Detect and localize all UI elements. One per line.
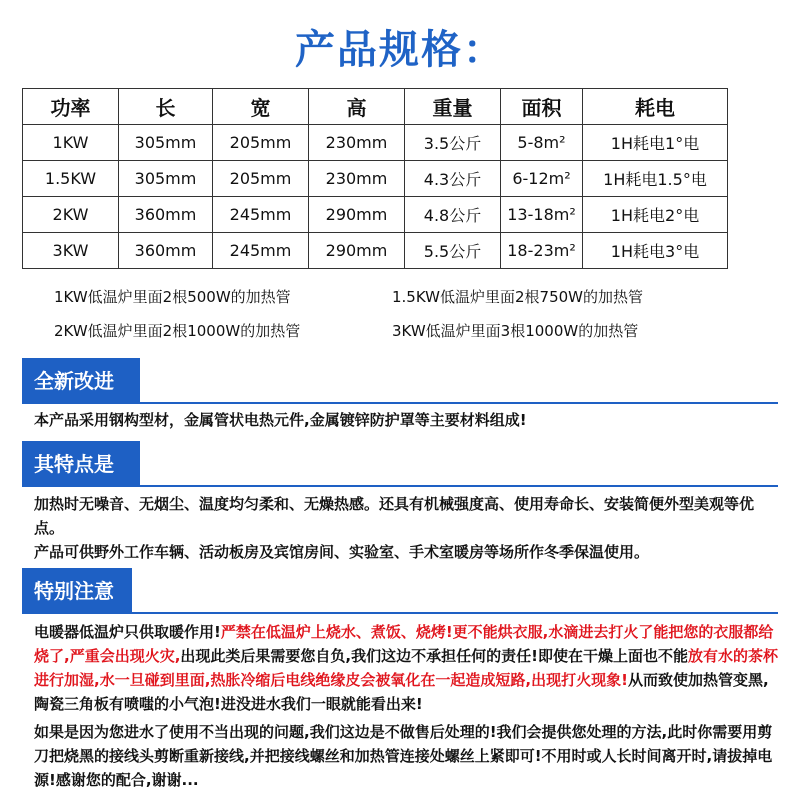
- note-2kw: 2KW低温炉里面2根1000W的加热管: [54, 322, 301, 340]
- section-divider: [22, 485, 778, 487]
- note-1-5kw: 1.5KW低温炉里面2根750W的加热管: [392, 288, 643, 306]
- table-cell: 1H耗电3°电: [583, 233, 728, 269]
- table-cell: 360mm: [119, 197, 213, 233]
- table-cell: 3KW: [23, 233, 119, 269]
- table-cell: 230mm: [309, 125, 405, 161]
- note-3kw: 3KW低温炉里面3根1000W的加热管: [392, 322, 639, 340]
- warning-text-part: 出现此类后果需要您自负,我们这边不承担任何的责任!即使在干燥上面也不能: [180, 647, 688, 665]
- table-header-row: [23, 89, 728, 125]
- section-heading-features: 其特点是: [22, 441, 140, 487]
- warning-text-red: 严禁在低温炉上烧水、煮饭、烧烤!更不能烘衣服,水滴进去打火了能把您的衣服都给烧了,严重会出现火灾,: [34, 623, 774, 665]
- table-cell: 3.5公斤: [405, 125, 501, 161]
- table-cell: 245mm: [213, 233, 309, 269]
- spec-table: [22, 88, 728, 269]
- header-length: 长: [119, 89, 213, 125]
- table-row: [23, 125, 728, 161]
- table-cell: 360mm: [119, 233, 213, 269]
- section-divider: [22, 402, 778, 404]
- table-cell: 245mm: [213, 197, 309, 233]
- table-row: [23, 233, 728, 269]
- table-cell: 5.5公斤: [405, 233, 501, 269]
- warning-text-part: 从而致使加热管变黑,陶瓷三角板有喷嗤的小气泡!进没进水我们一眼就能看出来!: [34, 671, 769, 713]
- table-cell: 205mm: [213, 125, 309, 161]
- section-divider: [22, 612, 778, 614]
- warning-text-part: 电暖器低温炉只供取暖作用!: [34, 623, 221, 641]
- header-consumption: 耗电: [583, 89, 728, 125]
- table-row: [23, 197, 728, 233]
- note-1kw: 1KW低温炉里面2根500W的加热管: [54, 288, 291, 306]
- header-power: 功率: [23, 89, 119, 125]
- warning-text-red: 放有水的茶杯进行加湿,水一旦碰到里面,热胀冷缩后电线绝缘皮会被氧化在一起造成短路,出现打火现象!: [34, 647, 778, 689]
- table-cell: 230mm: [309, 161, 405, 197]
- header-weight: 重量: [405, 89, 501, 125]
- header-height: 高: [309, 89, 405, 125]
- section-heading-improvement: 全新改进: [22, 358, 140, 404]
- table-cell: 290mm: [309, 197, 405, 233]
- table-cell: 6-12m²: [501, 161, 583, 197]
- table-cell: 290mm: [309, 233, 405, 269]
- improvement-text: 本产品采用钢构型材，金属管状电热元件,金属镀锌防护罩等主要材料组成!: [34, 411, 527, 429]
- after-sales-text: 如果是因为您进水了使用不当出现的问题,我们这边是不做售后处理的!我们会提供您处理的方法,此时你需要用剪刀把烧黑的接线头剪断重新接线,并把接线螺丝和加热管连接处螺丝上紧即可!不用时或人长时间离开时,请拔掉电源!感谢您的配合,谢谢...: [34, 723, 773, 789]
- table-cell: 1H耗电2°电: [583, 197, 728, 233]
- section-heading-warning: 特别注意: [22, 568, 132, 614]
- table-cell: 1H耗电1.5°电: [583, 161, 728, 197]
- table-row: [23, 161, 728, 197]
- table-cell: 4.8公斤: [405, 197, 501, 233]
- header-width: 宽: [213, 89, 309, 125]
- table-cell: 1KW: [23, 125, 119, 161]
- table-cell: 2KW: [23, 197, 119, 233]
- table-cell: 1H耗电1°电: [583, 125, 728, 161]
- table-cell: 13-18m²: [501, 197, 583, 233]
- page-title: 产品规格：: [295, 27, 505, 73]
- warning-text: [34, 620, 782, 716]
- table-cell: 305mm: [119, 161, 213, 197]
- usage-text: 产品可供野外工作车辆、活动板房及宾馆房间、实验室、手术室暖房等场所作冬季保温使用。: [34, 543, 650, 561]
- table-cell: 18-23m²: [501, 233, 583, 269]
- table-cell: 4.3公斤: [405, 161, 501, 197]
- header-area: 面积: [501, 89, 583, 125]
- table-cell: 5-8m²: [501, 125, 583, 161]
- features-text: 加热时无噪音、无烟尘、温度均匀柔和、无燥热感。还具有机械强度高、使用寿命长、安装简便外型美观等优点。: [34, 495, 755, 537]
- table-cell: 205mm: [213, 161, 309, 197]
- table-cell: 305mm: [119, 125, 213, 161]
- table-cell: 1.5KW: [23, 161, 119, 197]
